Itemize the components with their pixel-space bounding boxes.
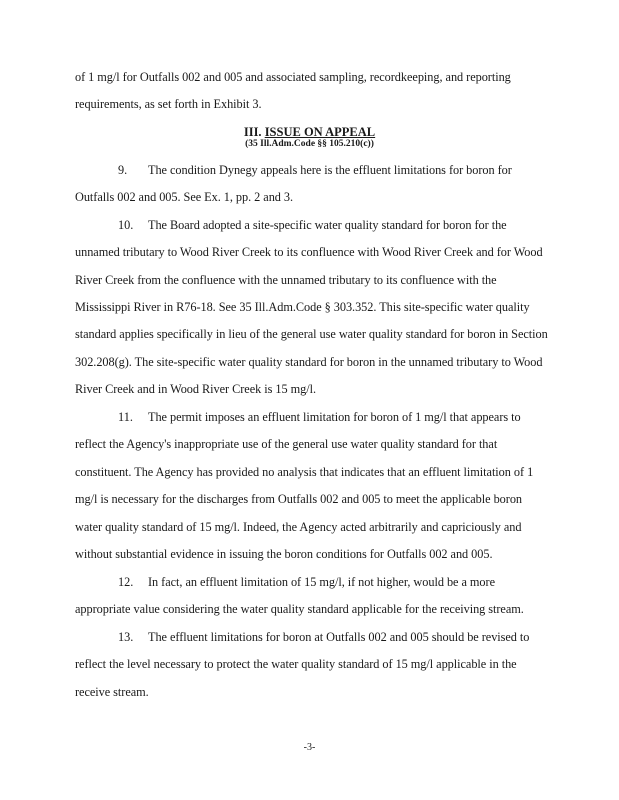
paragraph-12-line-1: In fact, an effluent limitation of 15 mg/l, if not higher, would be a more bbox=[148, 575, 495, 589]
paragraph-number: 11. bbox=[118, 410, 133, 424]
paragraph-12-line-2: appropriate value considering the water quality standard applicable for the receiving stream. bbox=[75, 602, 524, 616]
section-title: ISSUE ON APPEAL bbox=[264, 125, 376, 139]
section-heading bbox=[0, 125, 619, 140]
paragraph-10-line-3: River Creek from the confluence with the unnamed tributary to its confluence with the bbox=[75, 273, 497, 287]
paragraph-9-line-2: Outfalls 002 and 005. See Ex. 1, pp. 2 and 3. bbox=[75, 190, 294, 204]
paragraph-number: 9. bbox=[118, 163, 128, 177]
paragraph-10-line-7: River Creek and in Wood River Creek is 15 mg/l. bbox=[75, 382, 316, 396]
section-number: III. bbox=[243, 125, 262, 139]
paragraph-number: 13. bbox=[118, 630, 134, 644]
paragraph-11-line-6: without substantial evidence in issuing the boron conditions for Outfalls 002 and 005. bbox=[75, 547, 493, 561]
paragraph-10-line-5: standard applies specifically in lieu of the general use water quality standard for boron in Section bbox=[75, 327, 548, 341]
paragraph-10-line-2: unnamed tributary to Wood River Creek to its confluence with Wood River Creek and for Wood bbox=[75, 245, 543, 259]
paragraph-number: 12. bbox=[118, 575, 134, 589]
paragraph-13-line-3: receive stream. bbox=[75, 685, 149, 699]
paragraph-11-line-3: constituent. The Agency has provided no analysis that indicates that an effluent limitation of 1 bbox=[75, 465, 534, 479]
paragraph-13-line-1: The effluent limitations for boron at Outfalls 002 and 005 should be revised to bbox=[148, 630, 530, 644]
paragraph-10-line-4: Mississippi River in R76-18. See 35 Ill.Adm.Code § 303.352. This site-specific water quality bbox=[75, 300, 530, 314]
intro-line-1: of 1 mg/l for Outfalls 002 and 005 and associated sampling, recordkeeping, and reporting bbox=[75, 70, 511, 84]
paragraph-13-line-2: reflect the level necessary to protect the water quality standard of 15 mg/l applicable in the bbox=[75, 657, 517, 671]
paragraph-10-line-1: The Board adopted a site-specific water quality standard for boron for the bbox=[148, 218, 507, 232]
paragraph-11-line-5: water quality standard of 15 mg/l. Indeed, the Agency acted arbitrarily and capriciously and bbox=[75, 520, 522, 534]
paragraph-11-line-1: The permit imposes an effluent limitation for boron of 1 mg/l that appears to bbox=[148, 410, 521, 424]
page-number: -3- bbox=[303, 742, 316, 753]
intro-line-2: requirements, as set forth in Exhibit 3. bbox=[75, 97, 262, 111]
paragraph-11-line-2: reflect the Agency's inappropriate use of the general use water quality standard for that bbox=[75, 437, 498, 451]
paragraph-10-line-6: 302.208(g). The site-specific water quality standard for boron in the unnamed tributary to Wood bbox=[75, 355, 543, 369]
section-citation: (35 Ill.Adm.Code §§ 105.210(c)) bbox=[245, 139, 374, 149]
paragraph-9-line-1: The condition Dynegy appeals here is the effluent limitations for boron for bbox=[148, 163, 512, 177]
paragraph-11-line-4: mg/l is necessary for the discharges from Outfalls 002 and 005 to meet the applicable boron bbox=[75, 492, 523, 506]
paragraph-number: 10. bbox=[118, 218, 134, 232]
